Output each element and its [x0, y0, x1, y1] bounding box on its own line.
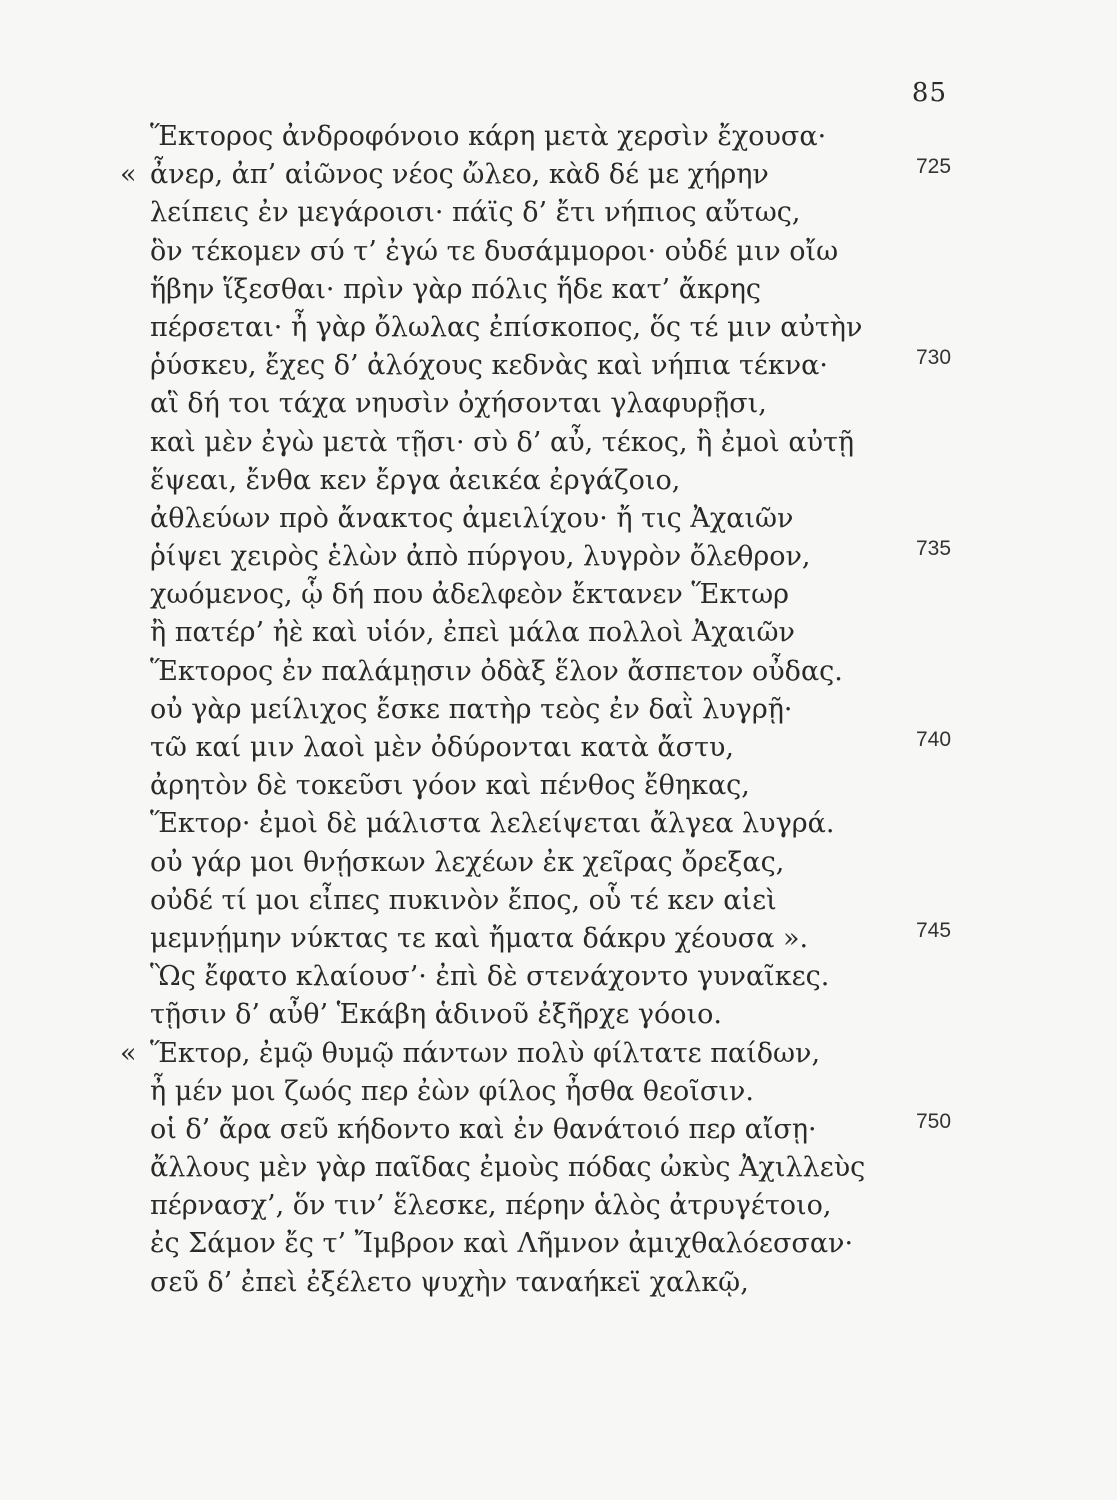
verse-line [0, 958, 1117, 996]
line-text: μεμνῄμην νύκτας τε καὶ ἤματα δάκρυ χέουσα ». [150, 922, 809, 954]
line-text: ἦ μέν μοι ζωός περ ἐὼν φίλος ἦσθα θεοῖσιν. [150, 1075, 754, 1107]
line-number: 725 [916, 155, 952, 179]
page-number: 85 [911, 78, 947, 108]
line-number: 745 [916, 918, 952, 942]
line-text: ἐς Σάμον ἔς τ’ Ἴμβρον καὶ Λῆμνον ἀμιχθαλόεσσαν· [150, 1228, 854, 1260]
line-text: πέρσεται· ἦ γὰρ ὄλωλας ἐπίσκοπος, ὅς τέ μιν αὐτὴν [150, 311, 863, 343]
quote-mark: « [120, 159, 137, 191]
verse-line [0, 1035, 1117, 1073]
verse-line [0, 233, 1117, 271]
verse-line [0, 844, 1117, 882]
verse-line [0, 1187, 1117, 1225]
line-text: ἄλλους μὲν γὰρ παῖδας ἐμοὺς πόδας ὠκὺς Ἀχιλλεὺς [150, 1152, 866, 1184]
verse-line [0, 424, 1117, 462]
verse-line [0, 538, 1117, 576]
line-text: ἥβην ἵξεσθαι· πρὶν γὰρ πόλις ἥδε κατ’ ἄκρης [150, 273, 761, 305]
line-text: ἆνερ, ἀπ’ αἰῶνος νέος ὤλεο, κὰδ δέ με χήρην [150, 159, 769, 191]
line-text: καὶ μὲν ἐγὼ μετὰ τῇσι· σὺ δ’ αὖ, τέκος, ἢ ἐμοὶ αὐτῇ [150, 426, 855, 458]
line-text: ὃν τέκομεν σύ τ’ ἐγώ τε δυσάμμοροι· οὐδέ μιν οἴω [150, 235, 839, 267]
line-text: πέρνασχ’, ὅν τιν’ ἕλεσκε, πέρην ἁλὸς ἀτρυγέτοιο, [150, 1190, 832, 1222]
line-text: χωόμενος, ᾧ δή που ἀδελφεὸν ἔκτανεν Ἕκτωρ [150, 579, 790, 611]
line-text: Ἕκτορος ἐν παλάμῃσιν ὀδὰξ ἕλον ἄσπετον οὖδας. [150, 655, 843, 687]
line-text: Ἕκτορ· ἐμοὶ δὲ μάλιστα λελείψεται ἄλγεα λυγρά. [150, 808, 835, 840]
line-text: Ἕκτορος ἀνδροφόνοιο κάρη μετὰ χερσὶν ἔχουσα· [150, 121, 827, 152]
quote-mark: « [120, 1037, 137, 1069]
verse-line [0, 920, 1117, 958]
verse-line [0, 653, 1117, 691]
verse-line [0, 805, 1117, 843]
verse-line [0, 1225, 1117, 1263]
line-text: οἱ δ’ ἄρα σεῦ κήδοντο καὶ ἐν θανάτοιό περ αἴσῃ· [150, 1113, 817, 1145]
verse-line [0, 194, 1117, 232]
verse-line [0, 614, 1117, 652]
line-text: ῥίψει χειρὸς ἑλὼν ἀπὸ πύργου, λυγρὸν ὄλεθρον, [150, 541, 811, 573]
line-text: οὐ γὰρ μείλιχος ἔσκε πατὴρ τεὸς ἐν δαῒ λυγρῇ· [150, 693, 793, 725]
verse-line [0, 1111, 1117, 1149]
verse-line [0, 996, 1117, 1034]
verse-line [0, 576, 1117, 614]
line-number: 750 [916, 1109, 952, 1133]
verse-line [0, 729, 1117, 767]
verse-line [0, 1149, 1117, 1187]
line-text: λείπεις ἐν μεγάροισι· πάϊς δ’ ἔτι νήπιος αὔτως, [150, 197, 801, 229]
line-text: ἀθλεύων πρὸ ἄνακτος ἀμειλίχου· ἤ τις Ἀχαιῶν [150, 502, 794, 534]
line-text: οὐδέ τί μοι εἶπες πυκινὸν ἔπος, οὗ τέ κεν αἰεὶ [150, 884, 777, 916]
line-number: 730 [916, 346, 952, 370]
verse-line [0, 767, 1117, 805]
verse-line [0, 156, 1117, 194]
line-text: αἳ δή τοι τάχα νηυσὶν ὀχήσονται γλαφυρῇσι, [150, 388, 767, 420]
verse-line [0, 385, 1117, 423]
line-text: οὐ γάρ μοι θνῄσκων λεχέων ἐκ χεῖρας ὄρεξας, [150, 846, 785, 878]
line-text: τῇσιν δ’ αὖθ’ Ἑκάβη ἁδινοῦ ἐξῆρχε γόοιο. [150, 999, 722, 1031]
verse-line [0, 347, 1117, 385]
line-number: 740 [916, 728, 952, 751]
line-text: σεῦ δ’ ἐπεὶ ἐξέλετο ψυχὴν ταναήκεϊ χαλκῷ, [150, 1266, 749, 1298]
line-text: Ἕκτορ, ἐμῷ θυμῷ πάντων πολὺ φίλτατε παίδων, [150, 1037, 821, 1069]
verse-line [0, 271, 1117, 309]
line-text: Ὣς ἔφατο κλαίουσ’· ἐπὶ δὲ στενάχοντο γυναῖκες. [150, 961, 830, 993]
line-text: ἀρητὸν δὲ τοκεῦσι γόον καὶ πένθος ἔθηκας, [150, 770, 750, 802]
verse-line [0, 462, 1117, 500]
line-text: ἕψεαι, ἔνθα κεν ἔργα ἀεικέα ἐργάζοιο, [150, 464, 681, 496]
line-text: ἢ πατέρ’ ἠὲ καὶ υἱόν, ἐπεὶ μάλα πολλοὶ Ἀχαιῶν [150, 617, 795, 649]
line-number: 735 [916, 537, 952, 561]
line-text: τῶ καί μιν λαοὶ μὲν ὀδύρονται κατὰ ἄστυ, [150, 732, 735, 763]
line-text: ῥύσκευ, ἔχες δ’ ἀλόχους κεδνὰς καὶ νήπια τέκνα· [150, 350, 828, 382]
verse-block [0, 118, 1117, 1302]
verse-line [0, 1264, 1117, 1302]
